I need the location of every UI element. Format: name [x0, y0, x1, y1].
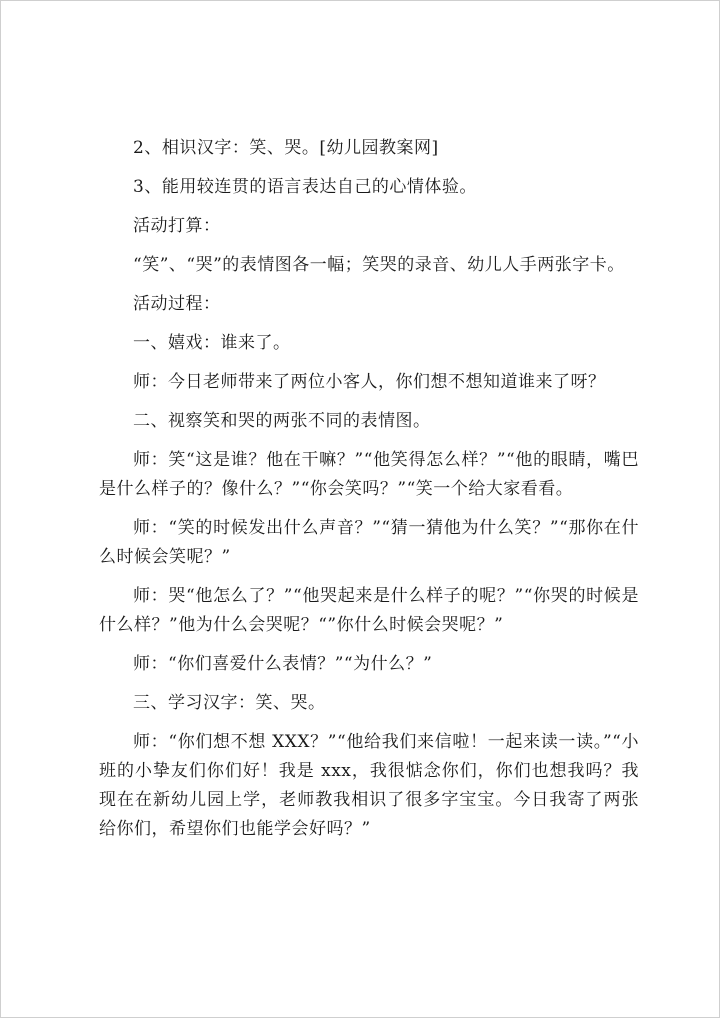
paragraph-materials: “笑”、“哭”的表情图各一幅；笑哭的录音、幼儿人手两张字卡。	[133, 255, 625, 275]
paragraph-teacher-favorite: 师：“你们喜爱什么表情？”“为什么？”	[133, 654, 433, 674]
heading-activity-preparation: 活动打算：	[133, 216, 221, 236]
heading-step-1: 一、嬉戏：谁来了。	[133, 333, 291, 353]
paragraph-goal-2: 2、相识汉字：笑、哭。[幼儿园教案网]	[133, 138, 439, 158]
paragraph-teacher-cry: 师：哭“他怎么了？”“他哭起来是什么样子的呢？”“你哭的时候是什么样？”他为什么会哭呢？“”你什么时候会哭呢？”	[99, 586, 639, 635]
document-body	[99, 134, 639, 854]
paragraph-teacher-laugh-sound: 师：“笑的时候发出什么声音？”“猜一猜他为什么笑？”“那你在什么时候会笑呢？”	[99, 518, 639, 567]
heading-step-3: 三、学习汉字：笑、哭。	[133, 693, 326, 713]
paragraph-teacher-laugh: 师：笑“这是谁？他在干嘛？”“他笑得怎么样？”“他的眼睛，嘴巴是什么样子的？像什么？”“你会笑吗？”“笑一个给大家看看。	[99, 450, 639, 499]
paragraph-goal-3: 3、能用较连贯的语言表达自己的心情体验。	[133, 177, 477, 197]
heading-activity-process: 活动过程：	[133, 294, 221, 314]
paragraph-teacher-letter: 师：“你们想不想 XXX？”“他给我们来信啦！一起来读一读。”“小班的小挚友们你们好！我是 xxx，我很惦念你们，你们也想我吗？我现在在新幼儿园上学，老师教我相识了很多字宝宝。今日我寄了两张给你们，希望你们也能学会好吗？”	[99, 732, 639, 839]
heading-step-2: 二、视察笑和哭的两张不同的表情图。	[133, 411, 431, 431]
paragraph-teacher-intro: 师：今日老师带来了两位小客人，你们想不想知道谁来了呀？	[133, 372, 606, 392]
